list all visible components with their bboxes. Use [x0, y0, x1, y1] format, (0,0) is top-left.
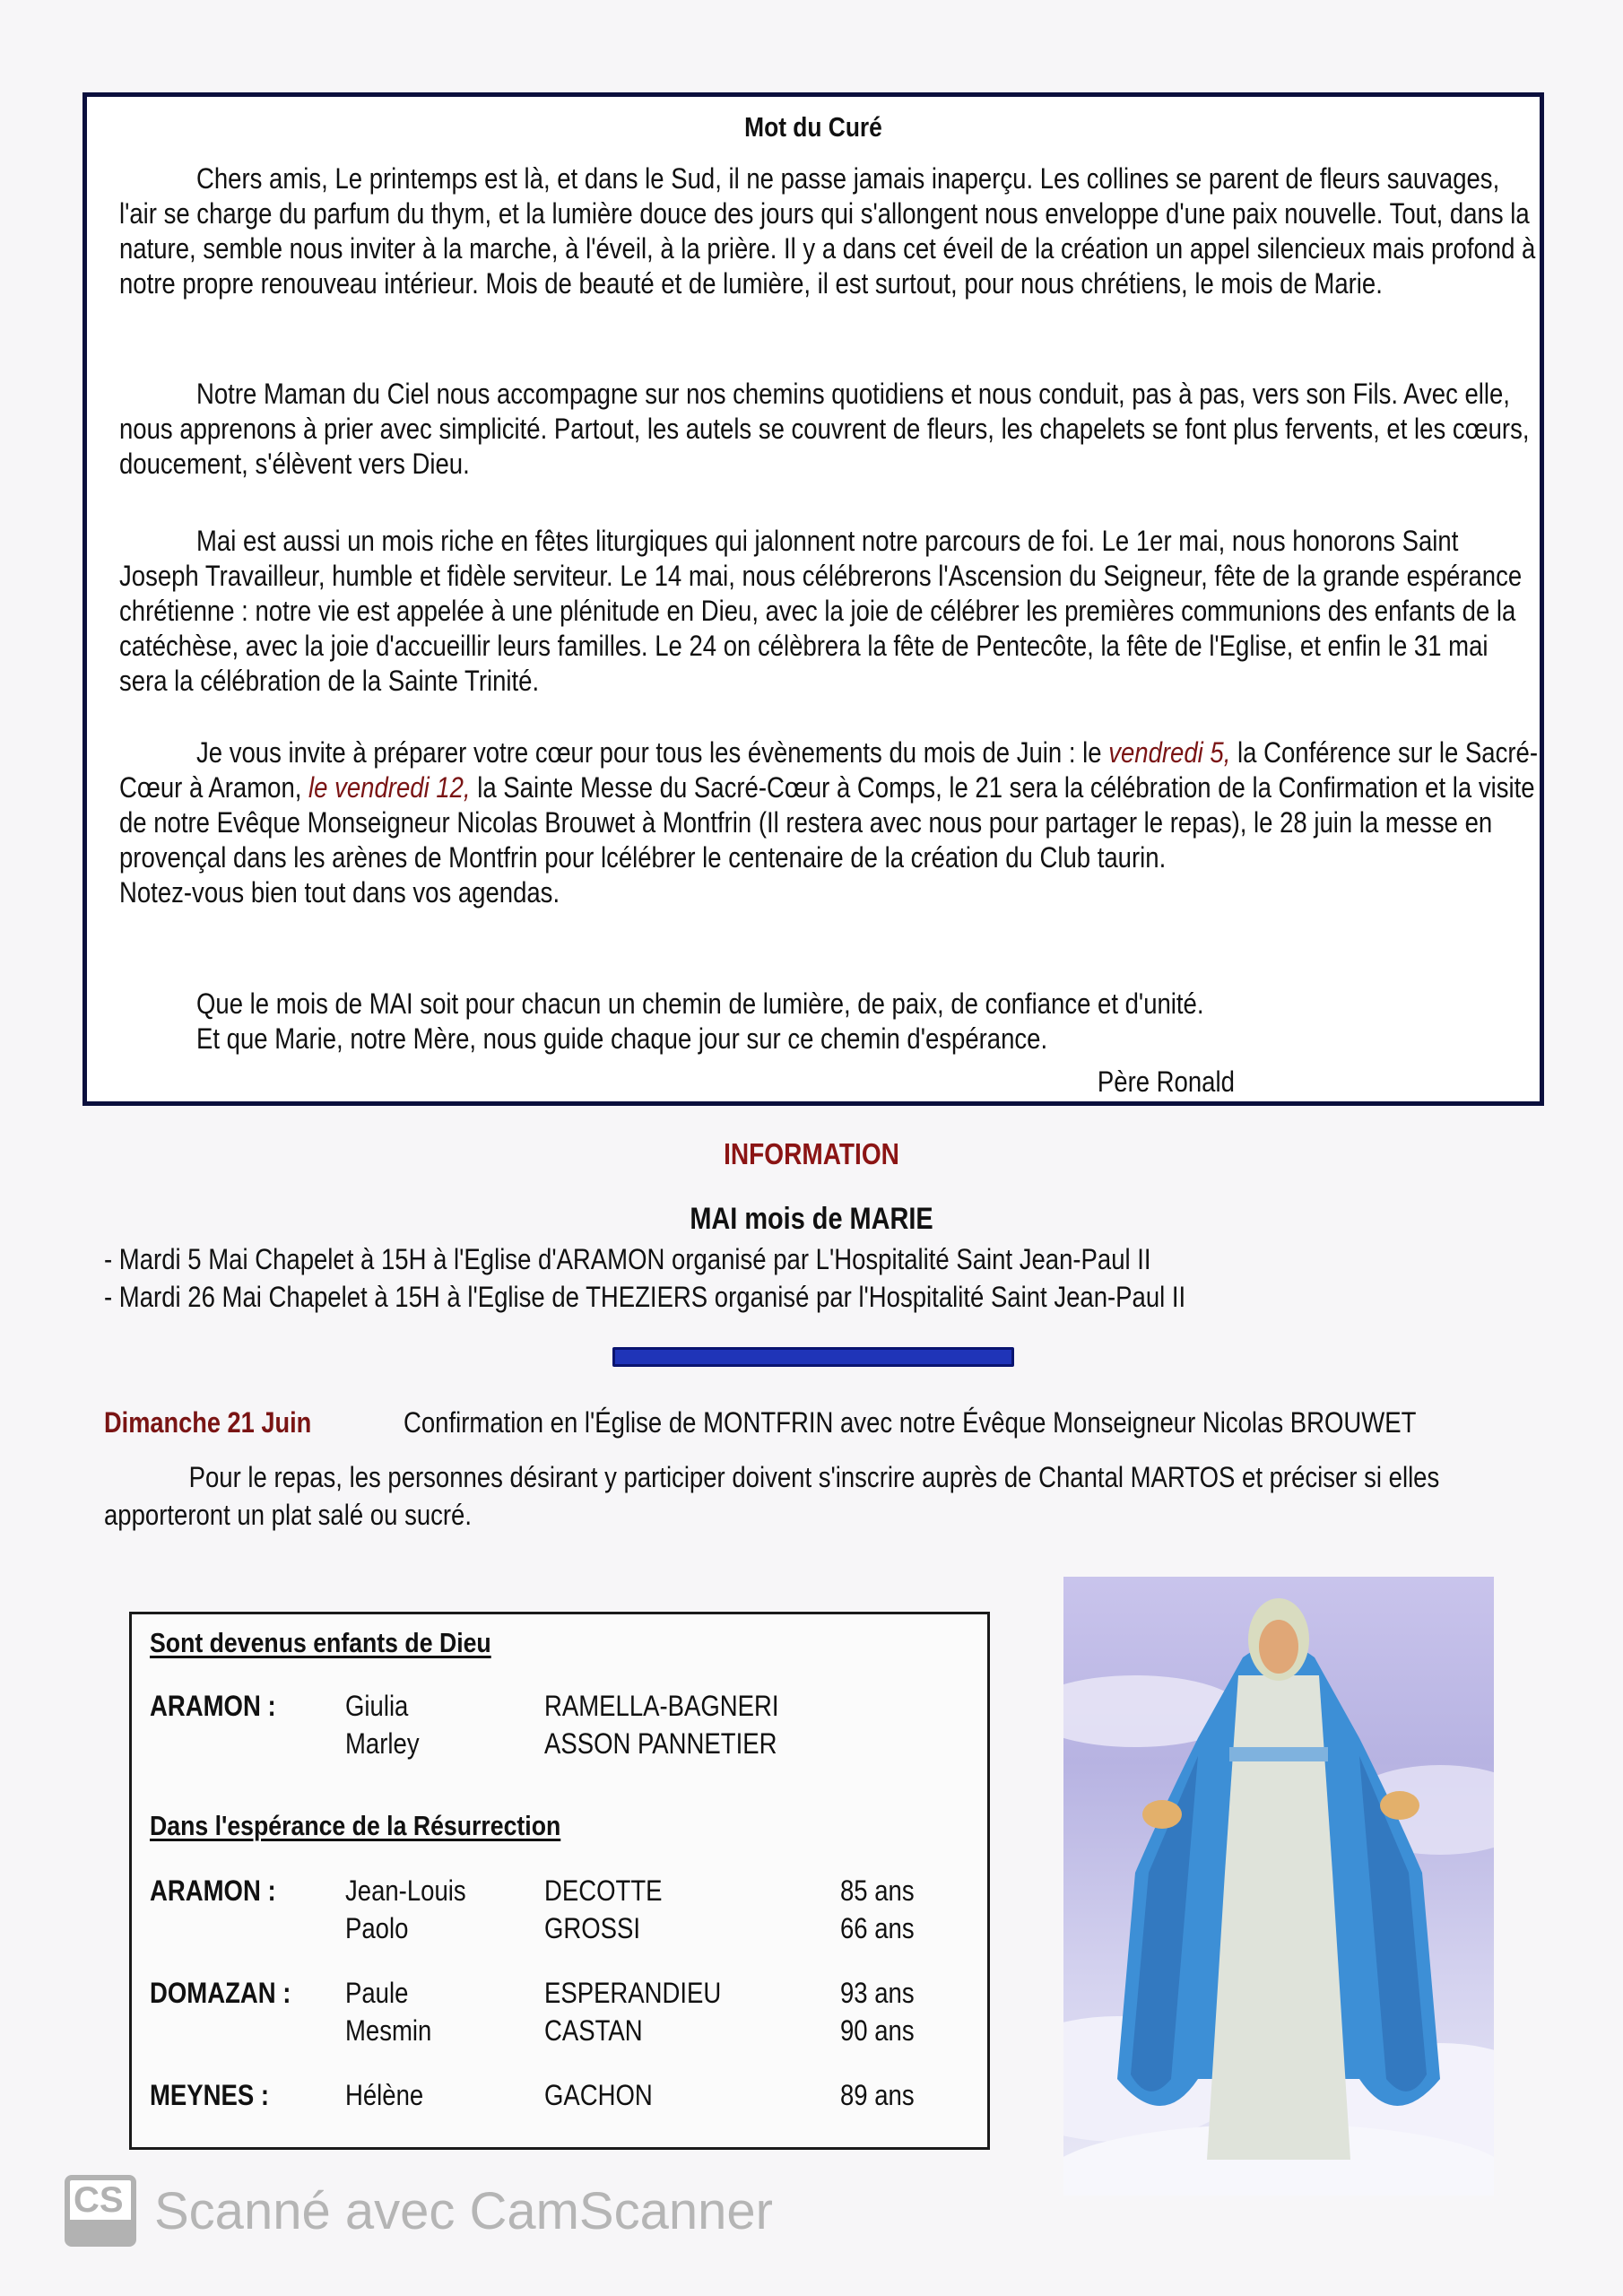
cure-paragraph-3	[119, 524, 1538, 699]
cure-paragraph-4	[119, 735, 1538, 910]
event-description: Confirmation en l'Église de MONTFRIN avec notre Évêque Monseigneur Nicolas BROUWET	[404, 1406, 1417, 1439]
registry-row	[150, 1912, 975, 1950]
cure-paragraph-3-text: Mai est aussi un mois riche en fêtes liturgiques qui jalonnent notre parcours de foi. Le 1er mai, nous honorons Saint Joseph Travailleur, humble et fidèle serviteur. Le 14 mai, nous célébrerons l'Ascension du Seigneur, fête de la grande espérance chrétienne : notre vie est appelée à une plénitude en Dieu, avec la joie de célébrer les premières communions des enfants de la catéchèse, avec la joie d'accueillir leurs familles. Le 24 on célèbrera la fête de Pentecôte, la fête de l'Eglise, et enfin le 31 mai sera la célébration de la Sainte Trinité.	[119, 525, 1523, 697]
virgin-mary-image	[1063, 1577, 1494, 2196]
p5-line-1: Que le mois de MAI soit pour chacun un chemin de lumière, de paix, de confiance et d'unité.	[196, 987, 1204, 1020]
repas-text: Pour le repas, les personnes désirant y participer doivent s'inscrire auprès de Chantal MARTOS et préciser si elles apporteront un plat salé ou sucré.	[104, 1461, 1440, 1531]
info-item: - Mardi 26 Mai Chapelet à 15H à l'Eglise de THEZIERS organisé par l'Hospitalité Saint Jean-Paul II	[104, 1281, 1186, 1313]
registry-row	[150, 2014, 975, 2052]
last-name: RAMELLA-BAGNERI	[544, 1690, 779, 1722]
p5-line-2: Et que Marie, notre Mère, nous guide chaque jour sur ce chemin d'espérance.	[196, 1022, 1048, 1055]
info-item: - Mardi 5 Mai Chapelet à 15H à l'Eglise d'ARAMON organisé par L'Hospitalité Saint Jean-Paul II	[104, 1243, 1151, 1275]
signature: Père Ronald	[1098, 1065, 1235, 1098]
town: MEYNES :	[150, 2079, 270, 2111]
cure-paragraph-1-text: Chers amis, Le printemps est là, et dans le Sud, il ne passe jamais inaperçu. Les collines se parent de fleurs sauvages, l'air se charge du parfum du thym, et la lumière douce des jours qui s'allongent nous enveloppe d'une paix nouvelle. Tout, dans la nature, semble nous inviter à la marche, à l'éveil, à la prière. Il y a dans cet éveil de la création un appel silencieux mais profond à notre propre renouveau intérieur. Mois de beauté et de lumière, il est surtout, pour nous chrétiens, le mois de Marie.	[119, 162, 1536, 300]
camscanner-logo-bar	[70, 2220, 131, 2241]
registry-row	[150, 2079, 975, 2117]
age: 90 ans	[840, 2014, 915, 2047]
registry-row	[150, 1874, 975, 1912]
last-name: CASTAN	[544, 2014, 643, 2047]
registry-row	[150, 1727, 975, 1765]
p4-highlight-date-2: le vendredi 12,	[308, 771, 471, 804]
funerals-heading: Dans l'espérance de la Résurrection	[150, 1810, 561, 1841]
p4-text-b: la Conférence sur le Sacré-Cœur à Aramon,	[119, 736, 1538, 804]
registry-row	[150, 1977, 975, 2014]
last-name: GACHON	[544, 2079, 653, 2111]
town: DOMAZAN :	[150, 1977, 291, 2009]
first-name: Paule	[345, 1977, 409, 2009]
camscanner-watermark	[65, 2175, 773, 2247]
baptisms-heading: Sont devenus enfants de Dieu	[150, 1627, 491, 1658]
first-name: Marley	[345, 1727, 420, 1760]
mai-mois-de-marie-title: MAI mois de MARIE	[690, 1202, 933, 1236]
last-name: DECOTTE	[544, 1874, 663, 1907]
cure-paragraph-2	[119, 377, 1538, 482]
registry-row	[150, 1690, 975, 1727]
watermark-text: Scanné avec CamScanner	[154, 2181, 773, 2240]
camscanner-logo-icon	[65, 2175, 136, 2247]
town: ARAMON :	[150, 1690, 276, 1722]
first-name: Jean-Louis	[345, 1874, 466, 1907]
repas-paragraph	[104, 1458, 1523, 1534]
cure-title: Mot du Curé	[744, 111, 882, 143]
first-name: Giulia	[345, 1690, 409, 1722]
p4-text-a: Je vous invite à préparer votre cœur pour tous les évènements du mois de Juin : le	[196, 736, 1109, 769]
blue-divider	[612, 1347, 1014, 1367]
age: 66 ans	[840, 1912, 915, 1944]
cure-paragraph-5	[119, 987, 1538, 1057]
p4-highlight-date-1: vendredi 5,	[1108, 736, 1231, 769]
parish-registry-box	[129, 1612, 990, 2150]
virgin-mary-illustration	[1063, 1577, 1494, 2196]
age: 89 ans	[840, 2079, 915, 2111]
p4-text-d: Notez-vous bien tout dans vos agendas.	[119, 876, 560, 909]
town: ARAMON :	[150, 1874, 276, 1907]
cure-paragraph-2-text: Notre Maman du Ciel nous accompagne sur nos chemins quotidiens et nous conduit, pas à pas, vers son Fils. Avec elle, nous apprenons à prier avec simplicité. Partout, les autels se couvrent de fleurs, les chapelets se font plus fervents, et les cœurs, doucement, s'élèvent vers Dieu.	[119, 378, 1530, 480]
last-name: ASSON PANNETIER	[544, 1727, 777, 1760]
mot-du-cure-box	[82, 92, 1544, 1106]
first-name: Paolo	[345, 1912, 409, 1944]
cure-paragraph-1	[119, 161, 1538, 301]
age: 93 ans	[840, 1977, 915, 2009]
first-name: Hélène	[345, 2079, 424, 2111]
last-name: GROSSI	[544, 1912, 641, 1944]
p4-text-c: la Sainte Messe du Sacré-Cœur à Comps, le 21 sera la célébration de la Confirmation et la visite de notre Evêque Monseigneur Nicolas Brouwet à Montfrin (Il restera avec nous pour partager le repas), le 28 juin la messe en provençal dans les arènes de Montfrin pour lcélébrer le centenaire de la création du Club taurin.	[119, 771, 1535, 874]
information-title: INFORMATION	[724, 1137, 899, 1170]
camscanner-logo-text: CS	[74, 2180, 124, 2220]
last-name: ESPERANDIEU	[544, 1977, 722, 2009]
age: 85 ans	[840, 1874, 915, 1907]
first-name: Mesmin	[345, 2014, 432, 2047]
event-date: Dimanche 21 Juin	[104, 1406, 312, 1439]
